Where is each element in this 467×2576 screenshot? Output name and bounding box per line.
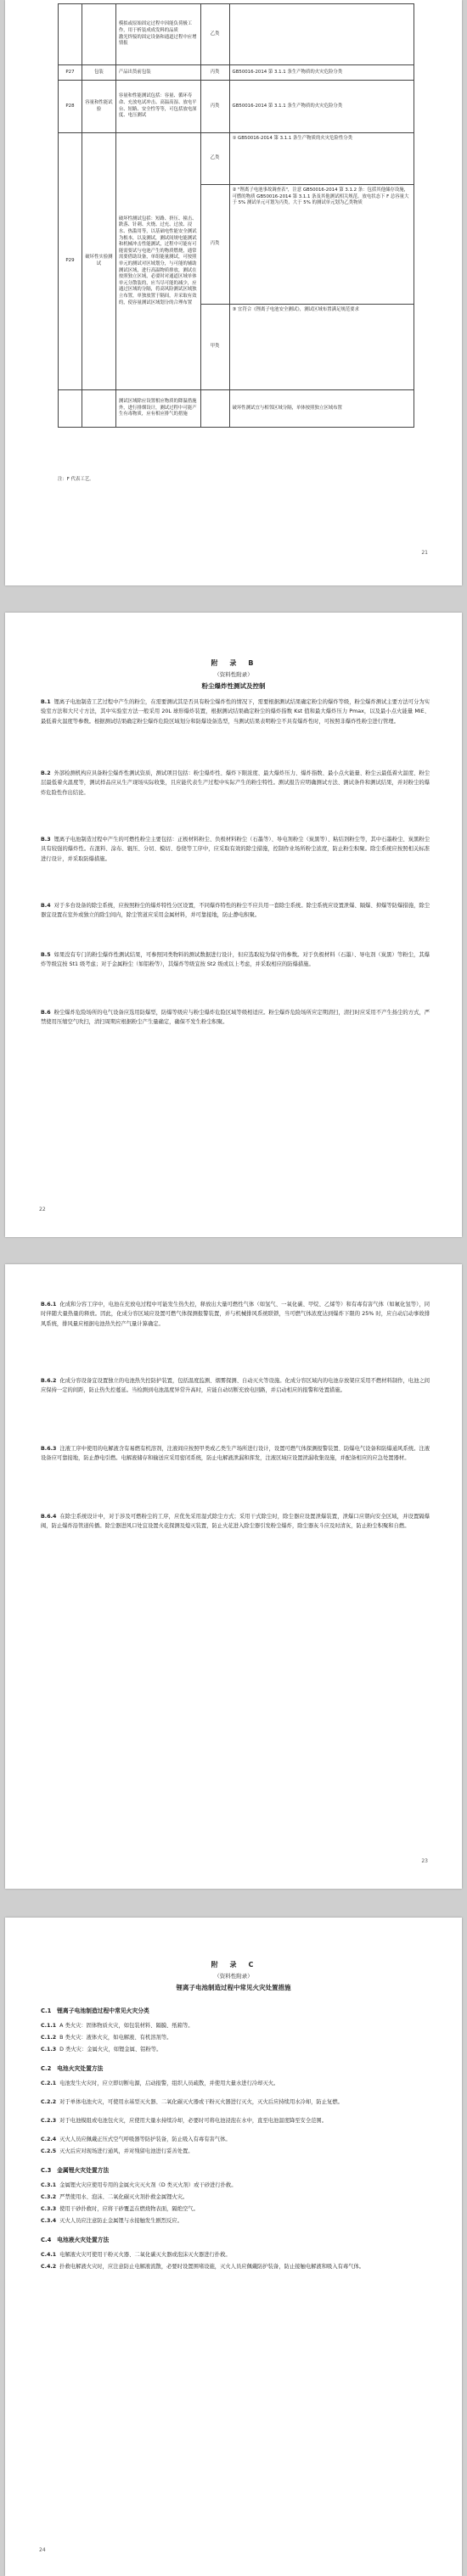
page-24 bbox=[5, 1918, 462, 2576]
cell-basis: GB50016-2014 第 3.1.1 条生产物质的火灾危险分类 bbox=[229, 81, 414, 133]
process-table bbox=[58, 3, 414, 428]
section-heading: C.1 锂离子电池制造过程中常见火灾分类 bbox=[41, 2008, 149, 2014]
cell-item: 破坏性实验测试 bbox=[82, 133, 115, 390]
list-item: C.1.1 A 类火灾：固体物质火灾，如包装材料、隔膜、纸箱等。 bbox=[41, 2023, 194, 2029]
paragraph: B.3 锂离子电池制造过程中产生的可燃性粉尘主要包括：正极材料粉尘、负极材料粉尘（石墨等）、导电剂粉尘（炭黑等）、粘结剂粉尘等，其中石墨粉尘、炭黑粉尘具有较强的爆炸性。在混料、涂布、辊压、分切、模切、卷绕等工序中，应采取有效的除尘措施，控制作业场所粉尘浓度，防止粉尘积聚。除尘系统应按照相关标准进行设计，并采取防爆措施。 bbox=[41, 837, 430, 862]
appendix-subtitle: （资料性附录） bbox=[214, 1973, 253, 1980]
paragraph: B.2 外部检测机构应具备粉尘爆炸性测试资质，测试项目包括：粉尘爆炸性、爆炸下限浓度、最大爆炸压力、爆炸指数、最小点火能量、粉尘云最低着火温度、粉尘层最低着火温度等，测试样品应从生产现场实际收集，且应能代表生产过程中实际产生的粉尘特性。测试报告应明确测试方法、测试条件和测试结果，并对粉尘的爆炸危险性作出结论。 bbox=[41, 770, 430, 796]
paragraph: B.6 粉尘爆炸危险场所的电气设备应选用防爆型，防爆等级应与粉尘爆炸危险区域等级相适应。粉尘爆炸危险场所应定期清扫，清扫时应采用不产生扬尘的方式，严禁使用压缩空气吹扫，清扫周期应根据粉尘产生量确定，确保不发生粉尘积聚。 bbox=[41, 1010, 430, 1026]
list-item: C.4.2 扑救电解液火灾时，应注意防止电解液流散，必要时设置围堵设施，灭火人员应佩戴防护装备，防止接触电解液和吸入有毒气体。 bbox=[41, 2264, 365, 2270]
list-item: C.4.1 电解液火灾可使用干粉灭火器、二氧化碳灭火器或泡沫灭火器进行扑救。 bbox=[41, 2252, 231, 2258]
list-item: C.2.2 对于单体电池火灾，可使用水基型灭火器、二氧化碳灭火器或干粉灭火器进行灭火，灭火后应持续用水冷却，防止复燃。 bbox=[41, 2099, 343, 2105]
appendix-title: 附 录 B bbox=[211, 659, 256, 667]
page-23 bbox=[5, 1264, 462, 1889]
cell-content: 容量和性能测试包括：容量、循环寿命、充放电试冲击、高温高湿、放电平台、短路、安全性等等，可包括放电深度、电压测试 bbox=[115, 81, 200, 133]
cell-grade: 乙类 bbox=[201, 133, 229, 185]
page-22 bbox=[5, 613, 462, 1237]
section-heading: C.4 电池液火灾处置方法 bbox=[41, 2237, 110, 2243]
list-item: C.2.3 对于电池模组或电池包火灾，应使用大量水持续冷却，必要时可将电池浸泡在水中，直至电池温度降至安全范围。 bbox=[41, 2118, 328, 2124]
cell-no: P28 bbox=[59, 81, 82, 133]
cell-grade: 丙类 bbox=[200, 65, 229, 81]
section-heading: C.3 金属锂火灾处置方法 bbox=[41, 2167, 110, 2174]
paragraph: B.6.3 注液工序中使用的电解液含有易燃有机溶剂，注液间应按照甲类或乙类生产场所进行设计，设置可燃气体探测报警装置、防爆电气设备和防爆通风系统。注液设备应可靠接地，防止静电引燃。电解液储存和输送应采用密闭系统，防止电解液泄漏和挥发，注液区域应设置泄漏收集设施，并配备相应的应急处置器材。 bbox=[41, 1446, 430, 1462]
page-number: 24 bbox=[39, 2547, 46, 2553]
list-item: C.3.1 金属锂火灾应使用专用的金属火灾灭火剂（D 类灭火剂）或干砂进行扑救。 bbox=[41, 2182, 237, 2188]
page-21 bbox=[5, 0, 462, 585]
cell-no: P29 bbox=[59, 133, 82, 390]
table-row bbox=[59, 4, 414, 65]
cell-item: 容量和性能试验 bbox=[82, 81, 115, 133]
cell-basis: ① GB50016-2014 第 3.1.1 条生产物质的火灾危险性分类 bbox=[230, 133, 414, 185]
appendix-header bbox=[5, 1960, 462, 1992]
appendix-header bbox=[5, 658, 462, 691]
table-row bbox=[59, 133, 414, 390]
section-heading: C.2 电池火灾处置方法 bbox=[41, 2065, 104, 2072]
cell-basis: ③ 宜符合《锂离子电池安全测试》，测试区域布置满足规范要求 bbox=[232, 307, 359, 312]
list-item: C.1.2 B 类火灾：液体火灾，如电解液、有机溶剂等。 bbox=[41, 2035, 172, 2041]
cell-grade: 丙类 bbox=[200, 81, 229, 133]
list-item: C.2.1 电池发生火灾时，应立即切断电源，启动报警，组织人员疏散，并使用大量水进行冷却灭火。 bbox=[41, 2080, 279, 2086]
page-number: 23 bbox=[421, 1858, 428, 1864]
cell-grade: 丙类 bbox=[201, 185, 229, 305]
list-item: C.3.2 严禁使用水、泡沫、二氧化碳灭火剂扑救金属锂火灾。 bbox=[41, 2194, 188, 2200]
table-row bbox=[59, 81, 414, 133]
list-item: C.3.3 使用干砂扑救时，应将干砂覆盖在燃烧物表面，隔绝空气。 bbox=[41, 2206, 199, 2212]
cell-content: 产品出货前包装 bbox=[115, 65, 200, 81]
paragraph: B.1 锂离子电池制造工艺过程中产生的粉尘，在需要测试其是否具有粉尘爆炸性的情况下，需要根据测试结果确定粉尘的爆炸等级，粉尘爆炸测试主要方法可分为实验室方法和大尺寸方法，其中实验室方法一般采用 20L 球形爆炸装置，根据测试结果确定粉尘的爆炸指数 Kst 值和最大爆炸压力 Pmax，以及最小点火能量 MIE、最低着火温度等参数。根据测试结果确定粉尘爆炸危险区域划分和防爆设备选型，当测试结果表明粉尘不具有爆炸性时，可按照非爆炸性粉尘进行管理。 bbox=[41, 699, 430, 725]
list-item: C.2.4 灭火人员应佩戴正压式空气呼吸器等防护装备，防止吸入有毒有害气体。 bbox=[41, 2136, 231, 2142]
cell-content: 测试区域除应设置相应物质的降温措施外，进行排烟设计，测试过程中可能产生有毒物质，应有相应排气的措施 bbox=[115, 390, 200, 428]
appendix-title: 附 录 C bbox=[211, 1961, 256, 1968]
table-row bbox=[59, 65, 414, 81]
paragraph: B.6.4 在除尘系统设计中，对于涉及可燃粉尘的工序，应优先采用湿式除尘方式；采用干式除尘时，除尘器应设置泄爆装置，泄爆口应朝向安全区域，并设置隔爆阀，防止爆炸沿管道传播。除尘器进风口处宜设置火花探测及熄灭装置，防止火花进入除尘器引发粉尘爆炸，除尘器灰斗应及时清灰，防止粉尘积聚和自燃。 bbox=[41, 1514, 430, 1530]
cell-item: 包装 bbox=[82, 65, 115, 81]
appendix-heading: 锂离子电池制造过程中常见火灾处置措施 bbox=[176, 1984, 291, 1991]
cell-no: P27 bbox=[59, 65, 82, 81]
list-item: C.1.3 D 类火灾：金属火灾，如锂金属、铝粉等。 bbox=[41, 2047, 162, 2052]
cell-basis: ② "锂离子电池事故调查表"，注意 GB50016-2014 第 3.1.2 条：包括其他储存设施，可燃的物质 GB50016-2014 第 3.1.1 条及其他测试相关规范。放电状态下 F 总容量大于 5% 测试单元可划为丙类，大于 5% 的测试单元划为乙类物质 bbox=[230, 185, 414, 305]
cell-basis: 破坏性测试宜与相邻区域分隔，单体按照独立区域布置 bbox=[229, 390, 414, 428]
table-note: 注：F 代表工艺。 bbox=[58, 477, 94, 482]
cell-grade: 甲类 bbox=[210, 344, 220, 350]
paragraph: B.6.2 化成分容设备宜设置独立的电池热失控防护装置，包括温度监测、烟雾探测、自动灭火等设施。化成分容区域内的电池存放架应采用不燃材料制作，电池之间应保持一定的间距，防止热失控蔓延。当检测到电池温度异常升高时，应能自动切断充放电回路，并启动相应的报警和处置措施。 bbox=[41, 1378, 430, 1394]
cell-grade: 乙类 bbox=[200, 4, 229, 65]
cell-content: 破坏性测试包括：短路、挤压、撞击、跌落、针刺、火烧、过充、过放、浸水、热滥用等，以基础电性能安全测试为根本，以及测试，测试间规电能测试和机械冲击性能测试，过程中可能有可能需要试与电池产生的物质燃烧，通常需要借助设备，单组能量测试，可按照单元的测试对区域划分，与可能的辅助测试区域，进行高温物质排放，测试在按照独立区域，必要时对通道区域单体单元分散装的，应当尽可能的减少，应通过区域的分隔，将高风险测试区域独立布置，单独放置于隔间，并采取有效的，使容量测试区域划分的合理布置 bbox=[115, 133, 200, 390]
cell-basis: GB50016-2014 第 3.1.1 条生产物质的火灾危险分类 bbox=[229, 65, 414, 81]
paragraph: B.4 对于多台设备的除尘系统，应按照粉尘的爆炸特性分区设置，不同爆炸特性的粉尘不应共用一套除尘系统。除尘系统应设置泄爆、隔爆、抑爆等防爆措施，除尘器宜设置在室外或独立的除尘间内，除尘管道应采用金属材料，并可靠接地，防止静电积聚。 bbox=[41, 903, 430, 919]
list-item: C.3.4 灭火人员应注意防止金属锂与水接触发生剧烈反应。 bbox=[41, 2218, 183, 2224]
appendix-heading: 粉尘爆炸性测试及控制 bbox=[201, 682, 266, 690]
page-number: 21 bbox=[421, 550, 428, 556]
appendix-subtitle: （资料性附录） bbox=[214, 671, 253, 678]
cell-content: 模拟或原始固定过程中因能负荷极工作，用于析装成成发料的品质 激光焊接的固定设备和通道过程中应增情报 bbox=[115, 4, 200, 65]
list-item: C.2.5 灭火后应对现场进行通风，并对残留电池进行妥善处置。 bbox=[41, 2148, 194, 2154]
paragraph: B.6.1 化成和分容工序中，电池在充放电过程中可能发生热失控，释放出大量可燃性气体（如氢气、一氧化碳、甲烷、乙烯等）和有毒有害气体（如氟化氢等），同时伴随大量热量的释放。因此，化成分容区域应设置可燃气体探测报警装置，并与机械排风系统联锁，当可燃气体浓度达到爆炸下限的 25% 时，应自动启动事故排风系统，排风量应根据电池热失控产气量计算确定。 bbox=[41, 1302, 430, 1327]
table-row bbox=[59, 390, 414, 428]
paragraph: B.5 如果没有专门的粉尘爆炸性测试结果，可参照同类物料的测试数据进行设计，但应选取较为保守的参数。对于负极材料（石墨）、导电剂（炭黑）等粉尘，其爆炸等级宜按 St1 级考虑；对于金属粉尘（如铝粉等），其爆炸等级宜按 St2 级或以上考虑，并采取相应的防爆措施。 bbox=[41, 952, 430, 968]
page-number: 22 bbox=[39, 1207, 46, 1212]
